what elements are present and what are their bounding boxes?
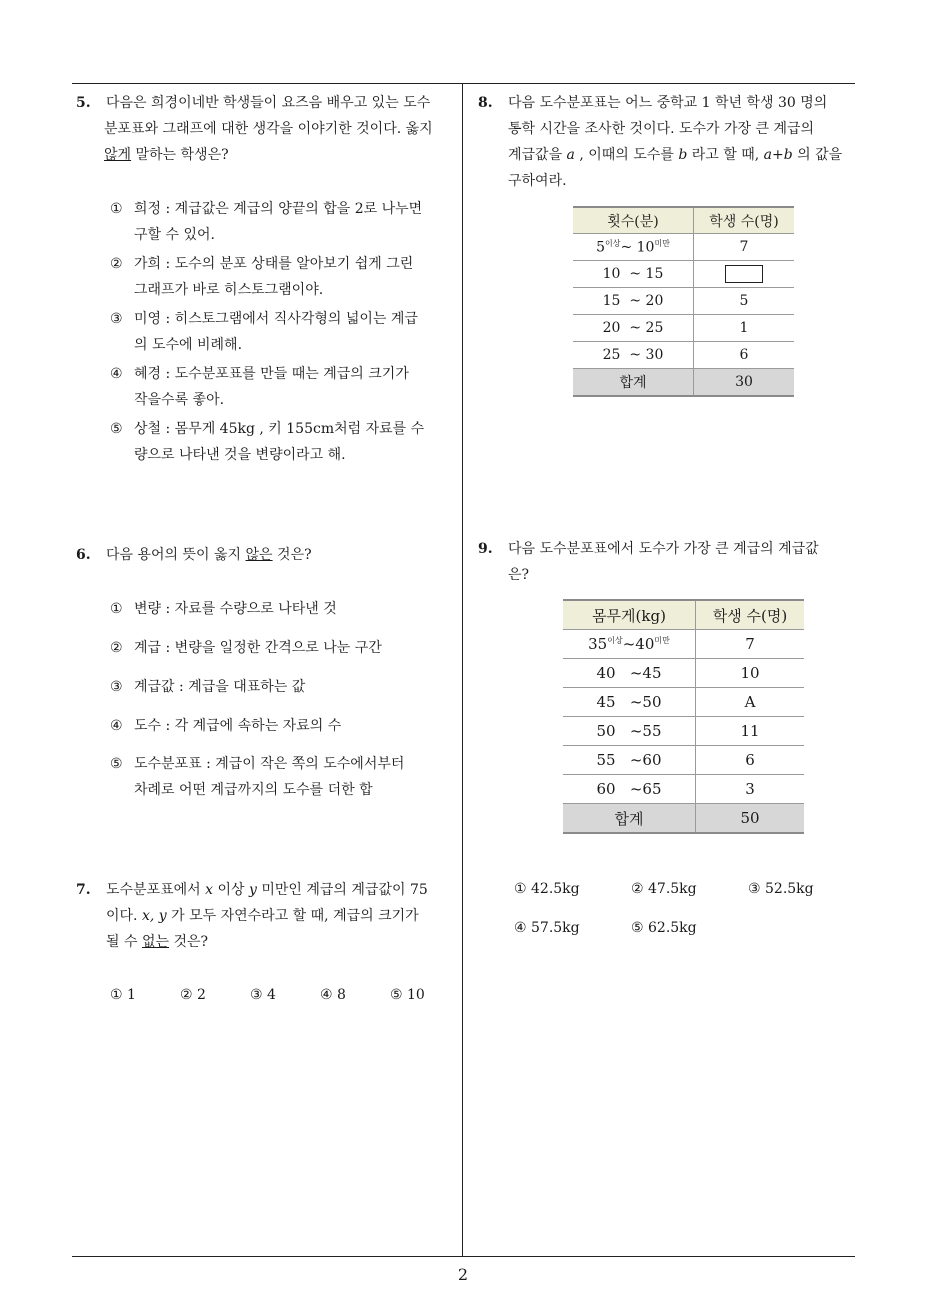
table-header-row [563, 600, 804, 630]
table-row [563, 659, 804, 688]
value-cell: 5 [694, 288, 795, 315]
answer-option-4[interactable]: ④ 8 [320, 987, 346, 1003]
range-cell: 60 ~65 [563, 775, 696, 804]
frequency-table-q8 [573, 206, 794, 397]
tilde: ~ [620, 239, 633, 256]
value-cell [694, 261, 795, 288]
option-marker: ① [110, 601, 123, 617]
range-cell: 15 ~ 20 [573, 288, 694, 315]
text: 이다. [106, 908, 142, 924]
sup-label: 이상 [607, 636, 623, 645]
question-text-line: 다음은 희경이네반 학생들이 요즈음 배우고 있는 도수 [106, 95, 431, 111]
var-x: x [205, 882, 214, 898]
text: 도수분포표에서 [106, 882, 206, 898]
question-number: 8. [478, 95, 493, 111]
question-number: 7. [76, 882, 91, 898]
table-row [573, 315, 794, 342]
question-text-line: 다음 도수분포표는 어느 중학교 1 학년 학생 30 명의 [508, 95, 828, 111]
answer-option-1[interactable]: ① 42.5kg [514, 881, 580, 897]
question-text-line: 은? [508, 567, 530, 583]
option-text-line: 희정 : 계급값은 계급의 양끝의 합을 2로 나누면 [134, 201, 423, 217]
question-number: 9. [478, 541, 493, 557]
var-y: y [248, 882, 257, 898]
value-cell: 7 [696, 630, 805, 659]
option-text-line: 상철 : 몸무게 45kg , 키 155cm처럼 자료를 수 [134, 421, 425, 437]
table-row [573, 234, 794, 261]
sup-label: 미만 [654, 239, 670, 249]
option-text-line: 차례로 어떤 계급까지의 도수를 더한 합 [134, 782, 373, 798]
range-cell [573, 234, 694, 261]
question-number: 5. [76, 95, 91, 111]
option-marker: ⑤ [110, 756, 123, 772]
table-row [563, 717, 804, 746]
question-text-line: 다음 도수분포표에서 도수가 가장 큰 계급의 계급값 [508, 541, 819, 557]
option-text-line: 미영 : 히스토그램에서 직사각형의 넓이는 계급 [134, 311, 418, 327]
value-cell: 11 [696, 717, 805, 746]
range-cell: 20 ~ 25 [573, 315, 694, 342]
table-row [573, 288, 794, 315]
option-text-line: 변량 : 자료를 수량으로 나타낸 것 [134, 601, 337, 617]
table-total-row [563, 804, 804, 834]
range-cell: 45 ~50 [563, 688, 696, 717]
option-text-line: 계급값 : 계급을 대표하는 값 [134, 679, 306, 695]
text: 미만인 계급의 계급값이 75 [256, 882, 428, 898]
question-text-line [106, 877, 428, 903]
option-marker: ⑤ [110, 421, 123, 437]
question-text: 다음 용어의 뜻이 옳지 [106, 547, 246, 563]
value-cell: 6 [694, 342, 795, 369]
table-row [563, 746, 804, 775]
option-marker: ③ [110, 311, 123, 327]
option-text-line: 도수 : 각 계급에 속하는 자료의 수 [134, 718, 342, 734]
table-row [563, 630, 804, 659]
expression: a+b [763, 147, 793, 163]
question-text-line: 통학 시간을 조사한 것이다. 도수가 가장 큰 계급의 [508, 121, 815, 137]
option-marker: ② [110, 256, 123, 272]
value-cell: 10 [696, 659, 805, 688]
text: 이상 [213, 882, 249, 898]
blank-answer-box[interactable] [725, 265, 763, 283]
var-b: b [678, 147, 688, 163]
question-text-line [106, 903, 428, 929]
option-text-line: 도수분포표 : 계급이 작은 쪽의 도수에서부터 [134, 756, 405, 772]
table-row [573, 261, 794, 288]
text: 라고 할 때, [687, 147, 764, 163]
column-divider [462, 83, 463, 1257]
column-header: 학생 수(명) [696, 600, 805, 630]
range-cell: 40 ~45 [563, 659, 696, 688]
answer-option-1[interactable]: ① 1 [110, 987, 136, 1003]
underlined-word: 없는 [141, 934, 170, 950]
text: 가 모두 자연수라고 할 때, 계급의 크기가 [166, 908, 419, 924]
question-text-line [106, 929, 428, 955]
answer-option-4[interactable]: ④ 57.5kg [514, 920, 580, 936]
range-cell: 10 ~ 15 [573, 261, 694, 288]
question-number: 6. [76, 547, 91, 563]
column-header: 학생 수(명) [694, 207, 795, 234]
var-y: y [158, 908, 167, 924]
answer-option-5[interactable]: ⑤ 10 [390, 987, 425, 1003]
range-cell: 55 ~60 [563, 746, 696, 775]
option-text-line: 량으로 나타낸 것을 변량이라고 해. [134, 447, 346, 463]
table-row [563, 775, 804, 804]
range-cell: 50 ~55 [563, 717, 696, 746]
option-marker: ④ [110, 718, 123, 734]
var-a: a [566, 147, 575, 163]
question-9-options-row-2 [514, 918, 854, 938]
option-text-line: 혜경 : 도수분포표를 만들 때는 계급의 크기가 [134, 366, 409, 382]
value-cell: 1 [694, 315, 795, 342]
total-value: 30 [694, 369, 795, 397]
upper-bound: 40 [635, 635, 655, 653]
question-text-rest: 것은? [272, 547, 312, 563]
sup-label: 이상 [604, 239, 621, 249]
table-total-row [573, 369, 794, 397]
column-header: 횟수(분) [573, 207, 694, 234]
text: 것은? [169, 934, 209, 950]
page-number: 2 [457, 1265, 469, 1284]
var-x: x, [141, 908, 155, 924]
sup-label: 미만 [654, 636, 670, 645]
option-text-line: 계급 : 변량을 일정한 간격으로 나눈 구간 [134, 640, 382, 656]
tilde: ~ [622, 635, 636, 653]
answer-option-3[interactable]: ③ 4 [250, 987, 276, 1003]
answer-option-3[interactable]: ③ 52.5kg [748, 881, 814, 897]
total-label: 합계 [573, 369, 694, 397]
frequency-table-q9 [563, 599, 804, 834]
lower-bound: 5 [596, 239, 605, 256]
option-text-line: 작을수록 좋아. [134, 392, 225, 408]
underlined-word: 않은 [245, 547, 273, 563]
option-marker: ③ [110, 679, 123, 695]
text: 의 값을 [792, 147, 843, 163]
question-text-line: 분포표와 그래프에 대한 생각을 이야기한 것이다. 옳지 [104, 121, 433, 137]
answer-option-2[interactable]: ② 47.5kg [631, 881, 697, 897]
question-7-options [110, 985, 455, 1005]
bottom-rule [72, 1256, 855, 1257]
column-header: 몸무게(kg) [563, 600, 696, 630]
option-text-line: 그래프가 바로 히스토그램이야. [134, 282, 324, 298]
option-text-line: 의 도수에 비례해. [134, 337, 243, 353]
question-text-line [104, 142, 433, 168]
value-cell: 7 [694, 234, 795, 261]
option-text-line: 가희 : 도수의 분포 상태를 알아보기 쉽게 그린 [134, 256, 414, 272]
option-marker: ④ [110, 366, 123, 382]
question-text-line [508, 142, 842, 168]
table-row [573, 342, 794, 369]
question-text-line: 구하여라. [508, 173, 567, 189]
value-cell: 3 [696, 775, 805, 804]
text: 계급값을 [508, 147, 567, 163]
text: 될 수 [106, 934, 142, 950]
range-cell [563, 630, 696, 659]
answer-option-5[interactable]: ⑤ 62.5kg [631, 920, 697, 936]
table-row [563, 688, 804, 717]
option-marker: ② [110, 640, 123, 656]
top-rule [72, 83, 855, 84]
question-9-options-row-1 [514, 879, 854, 899]
option-text-line: 구할 수 있어. [134, 227, 215, 243]
text: , 이때의 도수를 [574, 147, 679, 163]
answer-option-2[interactable]: ② 2 [180, 987, 206, 1003]
upper-bound: 10 [636, 239, 655, 256]
range-cell: 25 ~ 30 [573, 342, 694, 369]
value-cell: A [696, 688, 805, 717]
table-header-row [573, 207, 794, 234]
value-cell: 6 [696, 746, 805, 775]
total-label: 합계 [563, 804, 696, 834]
option-marker: ① [110, 201, 123, 217]
underlined-word: 않게 [104, 147, 132, 163]
lower-bound: 35 [588, 635, 608, 653]
question-text-rest: 말하는 학생은? [131, 147, 229, 163]
total-value: 50 [696, 804, 805, 834]
